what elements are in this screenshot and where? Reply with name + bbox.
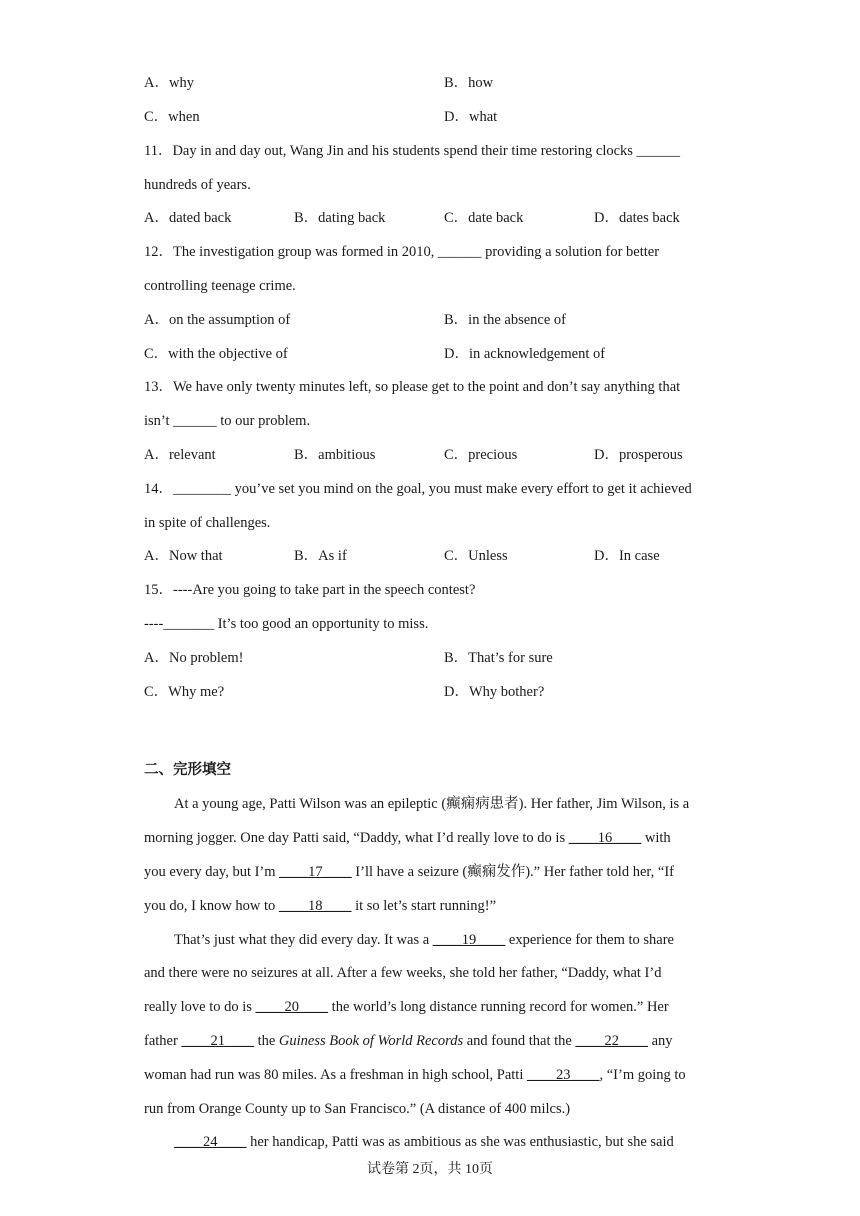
passage-line-9 (144, 1065, 686, 1085)
blank-19: ____19____ (432, 932, 506, 948)
q12-option-b: B．in the absence of (444, 312, 567, 328)
q11-stem-line2: hundreds of years. (144, 177, 251, 193)
passage-line-7 (144, 997, 669, 1017)
book-title: Guiness Book of World Records (278, 1033, 464, 1049)
passage-line-2 (144, 828, 671, 848)
q15-option-b: B．That’s for sure (444, 650, 553, 666)
q11-stem-line1: 11．Day in and day out, Wang Jin and his students spend their time restoring clocks ______ (144, 143, 681, 159)
q11-option-d: D．dates back (594, 210, 680, 226)
passage-text: you every day, but I’m (144, 864, 280, 880)
blank-18: ____18____ (278, 898, 352, 914)
q10-option-a: A．why (144, 75, 194, 91)
blank-22: ____22____ (575, 1033, 648, 1049)
q14-option-b: B．As if (294, 548, 347, 564)
q13-stem-line1: 13．We have only twenty minutes left, so please get to the point and don’t say anything that (144, 379, 681, 395)
q12-option-a: A．on the assumption of (144, 312, 291, 328)
q12-stem-line1: 12．The investigation group was formed in 2010, ______ providing a solution for better (144, 244, 660, 260)
passage-text: really love to do is (144, 999, 256, 1015)
passage-text: That’s just what they did every day. It was a (174, 932, 433, 948)
passage-text: you do, I know how to (144, 898, 279, 914)
q12-option-c: C．with the objective of (144, 346, 288, 362)
q15-option-a: A．No problem! (144, 650, 244, 666)
passage-line-8 (144, 1031, 673, 1051)
passage-line-10: run from Orange County up to San Francisco.” (A distance of 400 milcs.) (144, 1101, 571, 1117)
passage-text: experience for them to share (505, 932, 674, 948)
passage-line-6: and there were no seizures at all. After a few weeks, she told her father, “Daddy, what I’d (144, 965, 662, 981)
passage-text: it so let’s start running!” (351, 898, 497, 914)
q13-option-b: B．ambitious (294, 447, 376, 463)
passage-line-4 (144, 896, 496, 916)
q11-option-c: C．date back (444, 210, 524, 226)
q12-option-d: D．in acknowledgement of (444, 346, 606, 362)
passage-text: father (144, 1033, 182, 1049)
q14-option-c: C．Unless (444, 548, 508, 564)
passage-text: the (253, 1033, 279, 1049)
q15-option-c: C．Why me? (144, 684, 225, 700)
passage-text: , “I’m going to (599, 1067, 686, 1083)
passage-line-3 (144, 862, 674, 882)
blank-20: ____20____ (255, 999, 329, 1015)
passage-text: the world’s long distance running record for women.” Her (328, 999, 669, 1015)
blank-23: ____23____ (527, 1067, 600, 1083)
q14-option-d: D．In case (594, 548, 660, 564)
q14-stem-line1: 14．________ you’ve set you mind on the goal, you must make every effort to get it achieved (144, 481, 692, 497)
q13-stem-line2: isn’t ______ to our problem. (144, 413, 311, 429)
passage-text: and found that the (463, 1033, 576, 1049)
passage-text: her handicap, Patti was as ambitious as she was enthusiastic, but she said (246, 1134, 674, 1150)
page-footer: 试卷第 2页，共 10页 (367, 1162, 493, 1177)
passage-line-11 (174, 1132, 674, 1152)
blank-17: ____17____ (279, 864, 352, 880)
blank-21: ____21____ (181, 1033, 254, 1049)
q11-option-a: A．dated back (144, 210, 232, 226)
passage-text: with (641, 830, 671, 846)
q13-option-c: C．precious (444, 447, 518, 463)
q15-option-d: D．Why bother? (444, 684, 545, 700)
q14-option-a: A．Now that (144, 548, 223, 564)
passage-text: I’ll have a seizure (癫痫发作).” Her father told her, “If (351, 864, 674, 880)
q13-option-a: A．relevant (144, 447, 216, 463)
blank-16: ____16____ (568, 830, 642, 846)
q14-stem-line2: in spite of challenges. (144, 515, 271, 531)
q12-stem-line2: controlling teenage crime. (144, 278, 296, 294)
q15-stem-line2: ----_______ It’s too good an opportunity to miss. (144, 616, 429, 632)
q10-option-b: B．how (444, 75, 494, 91)
q15-stem-line1: 15．----Are you going to take part in the speech contest? (144, 582, 476, 598)
passage-line-5 (174, 930, 674, 950)
q13-option-d: D．prosperous (594, 447, 683, 463)
q11-option-b: B．dating back (294, 210, 386, 226)
section-heading-cloze: 二、完形填空 (144, 762, 231, 778)
q10-option-d: D．what (444, 109, 498, 125)
q10-option-c: C．when (144, 109, 200, 125)
passage-text: any (647, 1033, 673, 1049)
blank-24: ____24____ (174, 1134, 247, 1150)
passage-text: woman had run was 80 miles. As a freshman in high school, Patti (144, 1067, 527, 1083)
passage-text: morning jogger. One day Patti said, “Daddy, what I’d really love to do is (144, 830, 569, 846)
passage-line-1: At a young age, Patti Wilson was an epileptic (癫痫病患者). Her father, Jim Wilson, is a (174, 796, 690, 812)
